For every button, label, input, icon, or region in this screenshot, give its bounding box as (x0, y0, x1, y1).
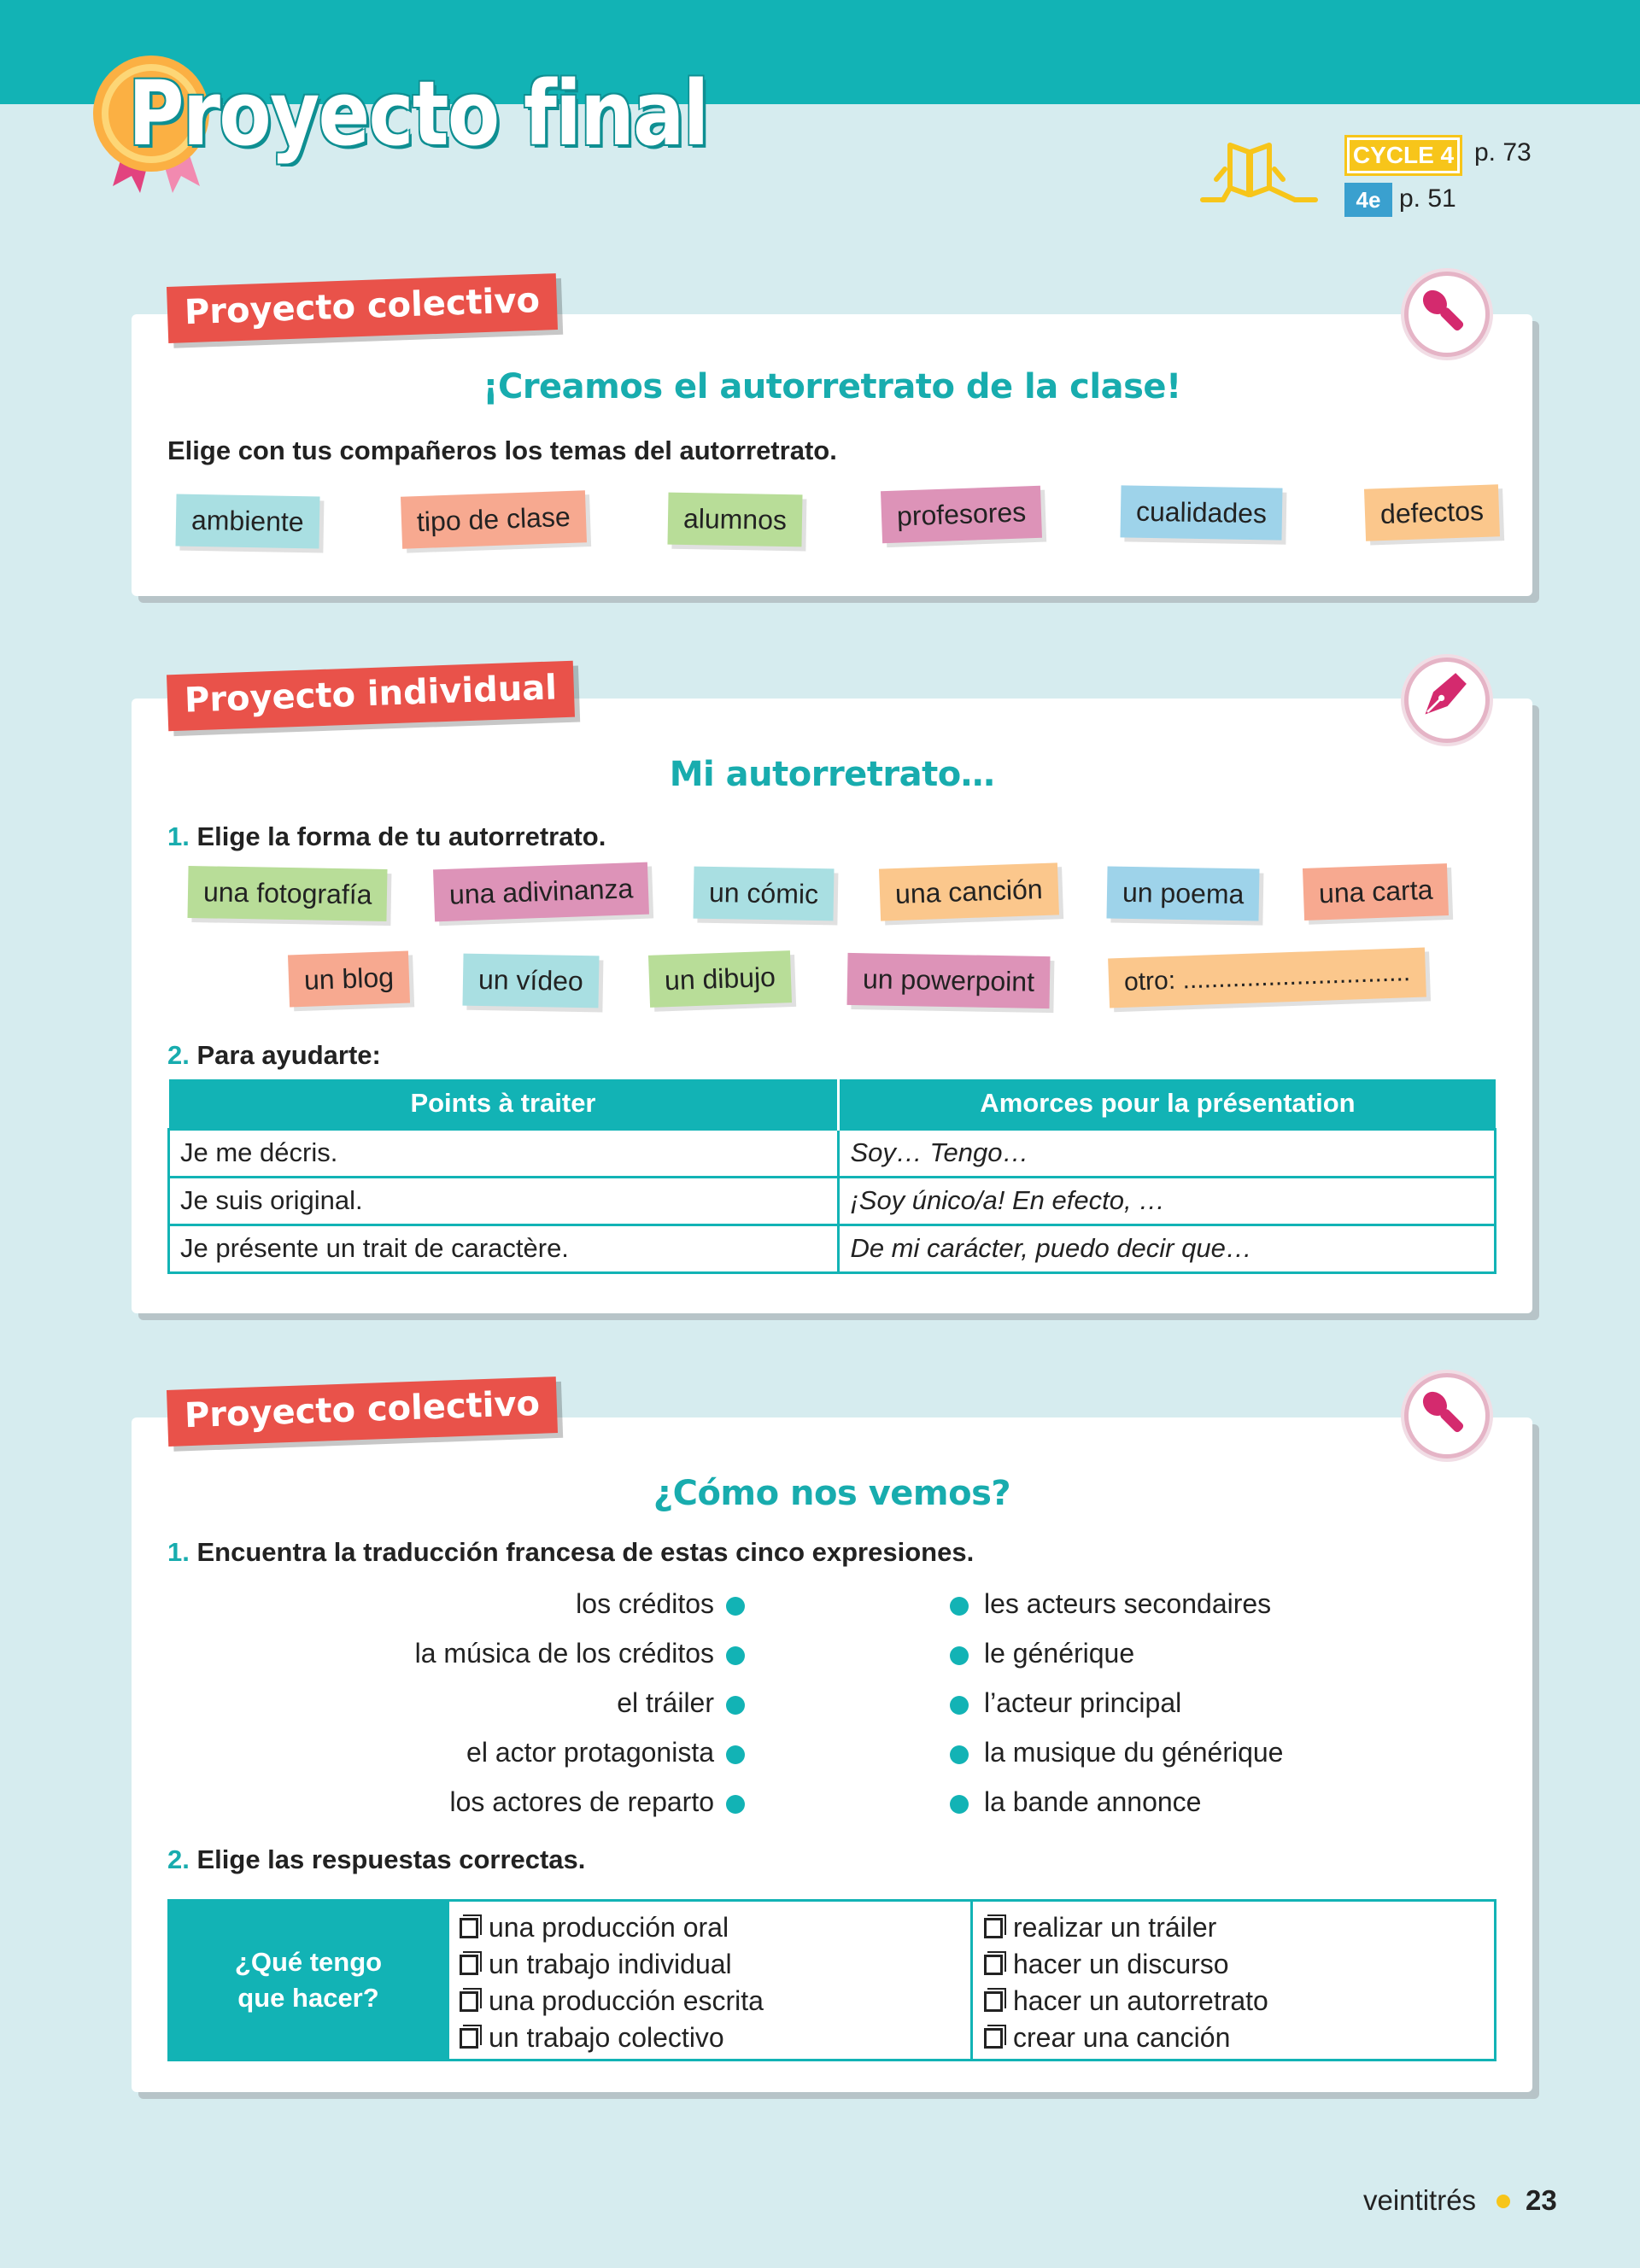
checkbox-option[interactable]: un trabajo individual (460, 1946, 764, 1983)
section-heading: ¡Creamos el autorretrato de la clase! (483, 367, 1181, 406)
topic-chip[interactable]: cualidades (1120, 485, 1282, 540)
grade-page-ref: p. 51 (1399, 184, 1456, 213)
instruction-text: Elige con tus compañeros los temas del autorretrato. (167, 435, 837, 465)
match-dot[interactable] (726, 1795, 745, 1814)
checkbox-option[interactable]: hacer un discurso (984, 1946, 1268, 1983)
separator-dot (1496, 2195, 1510, 2208)
step-2-instruction: 2. Para ayudarte: (167, 1040, 381, 1070)
checkbox[interactable] (984, 2028, 1003, 2049)
microphone-icon (1404, 272, 1490, 357)
match-dot[interactable] (726, 1745, 745, 1764)
form-chip[interactable]: una adivinanza (433, 862, 649, 922)
form-chip[interactable]: un vídeo (462, 954, 599, 1008)
left-term: los actores de reparto (449, 1786, 714, 1817)
table-cell: Soy… Tengo… (839, 1129, 1496, 1177)
checkbox-option[interactable]: hacer un autorretrato (984, 1983, 1268, 2020)
checkbox[interactable] (984, 1955, 1003, 1975)
help-table (167, 1079, 1496, 1274)
table-cell: Je me décris. (169, 1129, 839, 1177)
page-number: 23 (1526, 2184, 1557, 2216)
checkbox[interactable] (460, 1991, 478, 2012)
grade-badge: 4e (1344, 183, 1392, 217)
section-tag: Proyecto colectivo (167, 273, 558, 343)
page-number-word: veintitrés (1363, 2184, 1477, 2216)
form-chip[interactable]: un blog (288, 951, 410, 1008)
right-term: la bande annonce (984, 1786, 1202, 1817)
table-header-row (169, 1079, 1496, 1129)
left-term: el actor protagonista (466, 1737, 714, 1768)
table-cell: Je suis original. (169, 1177, 839, 1225)
options-column-2 (984, 1909, 1268, 2056)
section-tag: Proyecto individual (167, 661, 575, 732)
match-dot[interactable] (726, 1597, 745, 1616)
column-header: Amorces pour la présentation (839, 1079, 1496, 1129)
topic-chip[interactable]: profesores (881, 486, 1042, 543)
table-cell: Je présente un trait de caractère. (169, 1225, 839, 1272)
match-dot[interactable] (726, 1696, 745, 1715)
topic-chip[interactable]: tipo de clase (401, 490, 587, 548)
checkbox-option[interactable]: una producción oral (460, 1909, 764, 1946)
checkbox-option[interactable]: un trabajo colectivo (460, 2020, 764, 2056)
microphone-icon (1404, 1373, 1490, 1458)
page-title: Proyecto final (128, 61, 708, 166)
column-header: Points à traiter (169, 1079, 839, 1129)
right-term: les acteurs secondaires (984, 1588, 1272, 1619)
section-heading: ¿Cómo nos vemos? (653, 1474, 1011, 1513)
checkbox[interactable] (460, 2028, 478, 2049)
section-tag: Proyecto colectivo (167, 1377, 558, 1447)
left-term: los créditos (576, 1588, 714, 1619)
form-chip[interactable]: una fotografía (187, 866, 388, 921)
table-row (169, 1129, 1496, 1177)
checkbox[interactable] (984, 1918, 1003, 1938)
match-dot[interactable] (950, 1745, 969, 1764)
checkbox[interactable] (984, 1991, 1003, 2012)
match-dot[interactable] (950, 1696, 969, 1715)
topic-chip[interactable]: alumnos (667, 493, 802, 547)
reading-book-icon (1199, 135, 1319, 205)
cycle-page-ref: p. 73 (1474, 138, 1532, 167)
cycle-badge: CYCLE 4 (1344, 135, 1462, 176)
pen-nib-icon (1404, 658, 1490, 743)
right-term: le générique (984, 1638, 1135, 1669)
section-heading: Mi autorretrato… (669, 755, 995, 794)
table-cell: De mi carácter, puedo decir que… (839, 1225, 1496, 1272)
right-term: la musique du générique (984, 1737, 1284, 1768)
form-chip[interactable]: un powerpoint (846, 953, 1050, 1008)
topic-chip[interactable]: defectos (1364, 484, 1500, 541)
column-divider (970, 1899, 973, 2061)
right-term: l’acteur principal (984, 1687, 1182, 1718)
form-chip[interactable]: un poema (1106, 866, 1259, 921)
form-chip[interactable]: una carta (1303, 863, 1449, 921)
topic-chip[interactable]: ambiente (175, 494, 319, 549)
step-1-instruction: 1. Encuentra la traducción francesa de estas cinco expresiones. (167, 1537, 975, 1567)
step-1-instruction: 1. Elige la forma de tu autorretrato. (167, 821, 606, 851)
form-chip[interactable]: una canción (879, 862, 1059, 921)
match-dot[interactable] (950, 1646, 969, 1665)
checkbox[interactable] (460, 1955, 478, 1975)
table-row (169, 1177, 1496, 1225)
table-cell: ¡Soy único/a! En efecto, … (839, 1177, 1496, 1225)
table-row (169, 1225, 1496, 1272)
form-chip[interactable]: un dibujo (648, 950, 792, 1008)
match-dot[interactable] (950, 1597, 969, 1616)
checkbox-option[interactable]: una producción escrita (460, 1983, 764, 2020)
match-dot[interactable] (950, 1795, 969, 1814)
match-dot[interactable] (726, 1646, 745, 1665)
checkbox-option[interactable]: crear una canción (984, 2020, 1268, 2056)
left-term: la música de los créditos (414, 1638, 714, 1669)
step-2-instruction: 2. Elige las respuestas correctas. (167, 1844, 586, 1874)
checkbox-option[interactable]: realizar un tráiler (984, 1909, 1268, 1946)
checkbox[interactable] (460, 1918, 478, 1938)
question-cell: ¿Qué tengo que hacer? (167, 1899, 449, 2061)
form-chip[interactable]: un cómic (693, 867, 834, 921)
left-term: el tráiler (617, 1687, 714, 1718)
other-form-field[interactable]: otro: ................................ (1108, 948, 1426, 1008)
options-column-1 (460, 1909, 764, 2056)
